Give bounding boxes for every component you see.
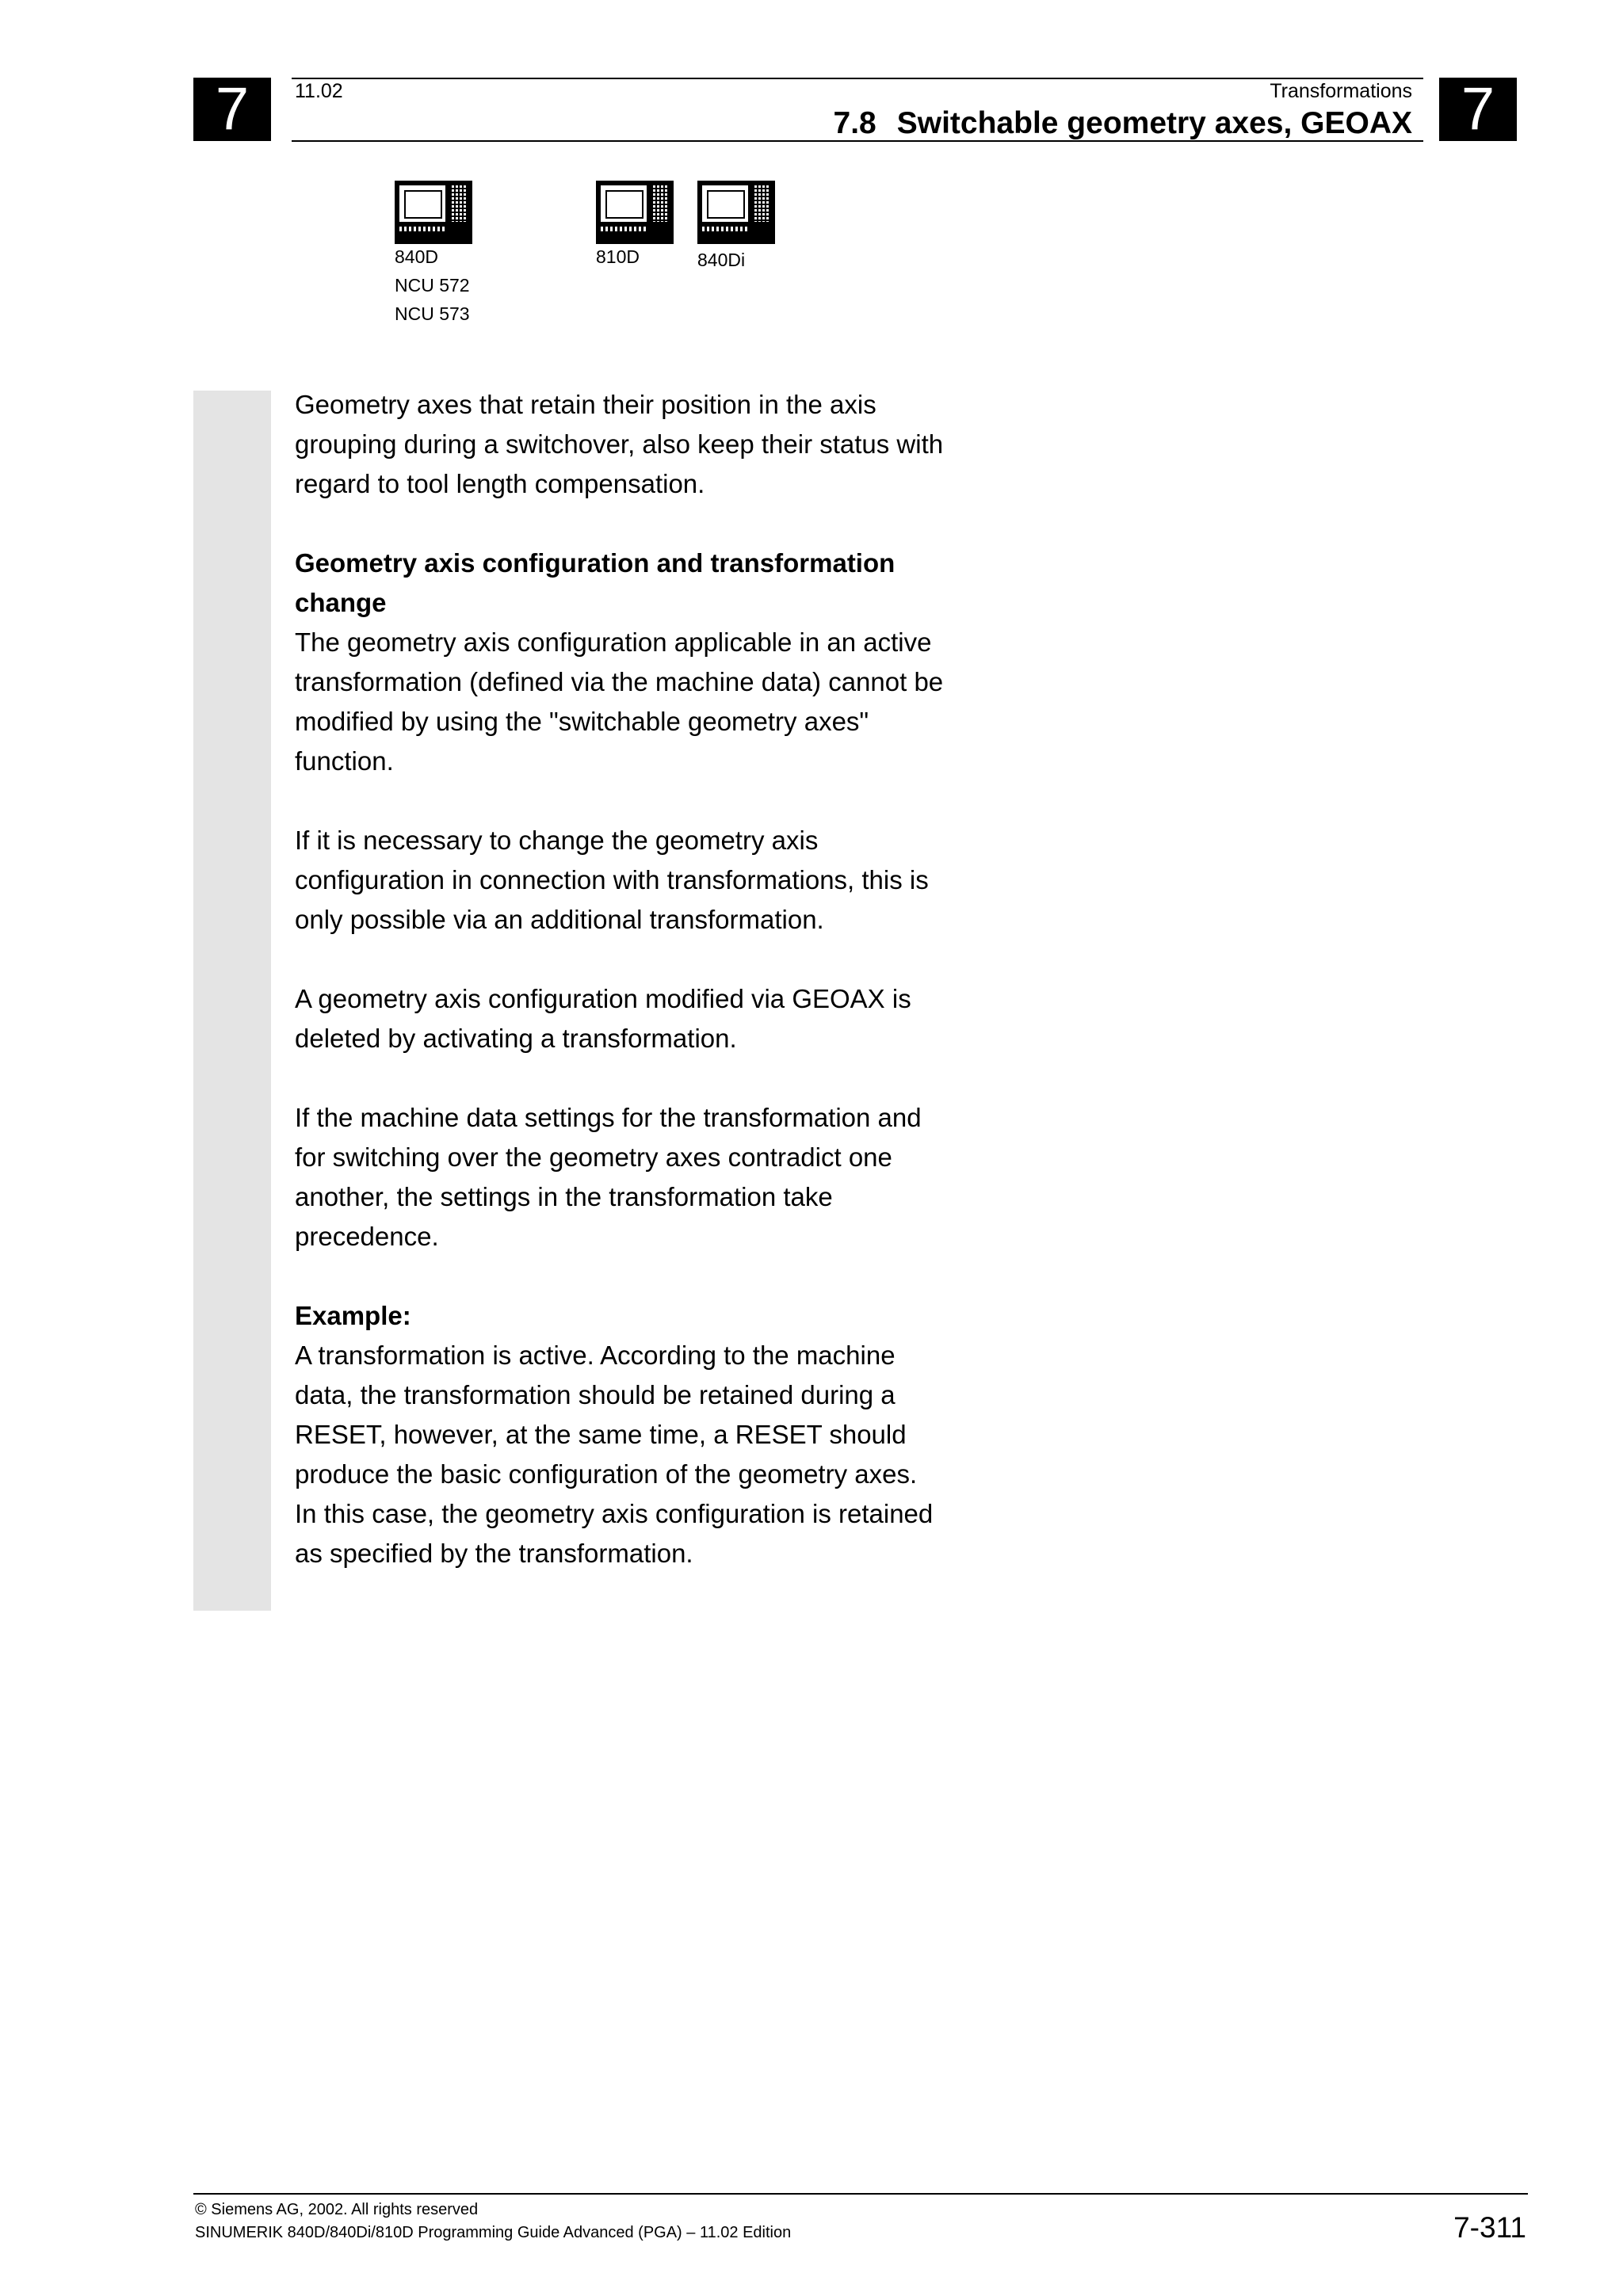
header-date: 11.02: [295, 80, 343, 102]
header-chapter-name: Transformations: [1270, 80, 1412, 102]
footer-manual-title: SINUMERIK 840D/840Di/810D Programming Guide Advanced (PGA) – 11.02 Edition: [195, 2224, 792, 2241]
paragraph: Geometry axes that retain their position in the axis grouping during a switchover, also keep their status with regard to tool length compensation.: [295, 390, 944, 498]
example-heading: Example:: [295, 1301, 411, 1330]
footer-copyright: © Siemens AG, 2002. All rights reserved: [195, 2201, 479, 2218]
subheading: Geometry axis configuration and transformation change: [295, 548, 896, 617]
footer-rule: [193, 2193, 1528, 2195]
paragraph-text: The geometry axis configuration applicable in an active transformation (defined via the machine data) cannot be modified by using the "switchable geometry axes" function.: [295, 627, 944, 776]
paragraph-with-heading: [295, 543, 945, 781]
control-label-840d: 840D NCU 572 NCU 573: [395, 246, 470, 324]
chapter-number-left: 7: [193, 78, 271, 141]
margin-bar: [193, 391, 271, 1611]
paragraph: A geometry axis configuration modified via GEOAX is deleted by activating a transformation.: [295, 984, 911, 1053]
control-panel-icon: [697, 181, 775, 244]
paragraph: If the machine data settings for the transformation and for switching over the geometry axes contradict one another, the settings in the transformation take precedence.: [295, 1103, 922, 1251]
page-number: 7-311: [1453, 2211, 1526, 2244]
header-top-rule: [292, 78, 1423, 79]
paragraph: If it is necessary to change the geometry axis configuration in connection with transformations, this is only possible via an additional transformation.: [295, 826, 929, 934]
section-title: [834, 106, 1412, 141]
header-bottom-rule: [292, 140, 1423, 142]
paragraph-with-heading: [295, 1296, 945, 1573]
control-label-840di: 840Di: [697, 250, 746, 270]
control-label-810d: 810D: [596, 246, 640, 267]
section-number: 7.8: [833, 106, 876, 140]
chapter-number-right: 7: [1439, 78, 1517, 141]
control-panel-icon: [395, 181, 472, 244]
body-text: [295, 385, 945, 1613]
paragraph-text: A transformation is active. According to the machine data, the transformation should be retained during a RESET, however, at the same time, a RESET should produce the basic configuration of the geometry axes. In this case, the geometry axis configuration is retained as specified by the transformation.: [295, 1341, 934, 1568]
section-title-text: Switchable geometry axes, GEOAX: [896, 106, 1412, 140]
control-panel-icon: [596, 181, 674, 244]
